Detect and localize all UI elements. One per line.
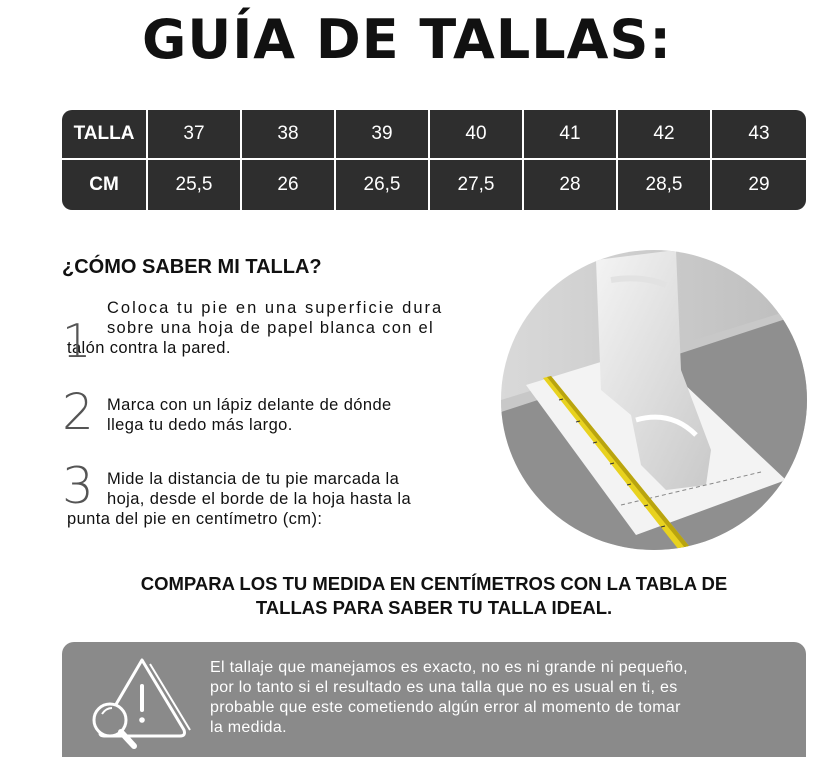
foot-measurement-photo	[501, 250, 807, 550]
size-table-cell: 26	[242, 160, 336, 210]
size-table-cell: 37	[148, 110, 242, 160]
size-table	[62, 110, 806, 210]
warning-line-4: la medida.	[210, 719, 287, 736]
step-2-line-1: Marca con un lápiz delante de dónde	[107, 396, 392, 414]
compare-instruction	[62, 572, 806, 620]
compare-line-1: COMPARA LOS TU MEDIDA EN CENTÍMETROS CON LA TABLA DE	[140, 573, 728, 594]
size-table-cell: 41	[524, 110, 618, 160]
step-3-line-1: Mide la distancia de tu pie marcada la	[107, 470, 400, 488]
warning-line-2: por lo tanto si el resultado es una talla que no es usual en ti, es	[210, 679, 678, 696]
step-1-line-1: Coloca tu pie en una superficie dura	[107, 299, 444, 317]
step-1	[62, 298, 498, 368]
warning-magnifier-icon	[84, 652, 194, 752]
step-1-line-2: sobre una hoja de papel blanca con el	[107, 319, 434, 337]
page-title: GUÍA DE TALLAS:	[142, 8, 672, 71]
warning-line-1: El tallaje que manejamos es exacto, no es ni grande ni pequeño,	[210, 659, 688, 676]
step-2	[62, 383, 498, 441]
compare-line-2: TALLAS PARA SABER TU TALLA IDEAL.	[255, 597, 613, 618]
howto-title: ¿CÓMO SABER MI TALLA?	[62, 256, 322, 278]
step-number-3: 3	[62, 457, 94, 515]
warning-box	[62, 642, 806, 757]
size-table-cell: 27,5	[430, 160, 524, 210]
size-table-cell: 38	[242, 110, 336, 160]
step-3-line-2: hoja, desde el borde de la hoja hasta la	[107, 490, 412, 508]
size-table-cell: 25,5	[148, 160, 242, 210]
step-3-line-3: punta del pie en centímetro (cm):	[67, 510, 323, 528]
size-table-cell: 42	[618, 110, 712, 160]
size-table-cell: 29	[748, 174, 770, 195]
size-table-cell: 39	[336, 110, 430, 160]
step-number-2: 2	[62, 383, 94, 441]
size-table-row-header: TALLA	[62, 110, 148, 160]
size-table-cell: 28,5	[618, 160, 712, 210]
size-table-cell: 28	[524, 160, 618, 210]
size-table-row-header: CM	[62, 160, 148, 210]
size-table-cell: 26,5	[336, 160, 430, 210]
step-3	[62, 457, 498, 529]
step-2-line-2: llega tu dedo más largo.	[107, 416, 293, 434]
size-table-cell: 43	[712, 110, 806, 160]
warning-text	[210, 658, 790, 738]
size-table-cell: 40	[430, 110, 524, 160]
step-number-1: 1	[62, 314, 92, 368]
warning-line-3: probable que este cometiendo algún error al momento de tomar	[210, 699, 681, 716]
step-1-line-3: talón contra la pared.	[67, 339, 231, 357]
